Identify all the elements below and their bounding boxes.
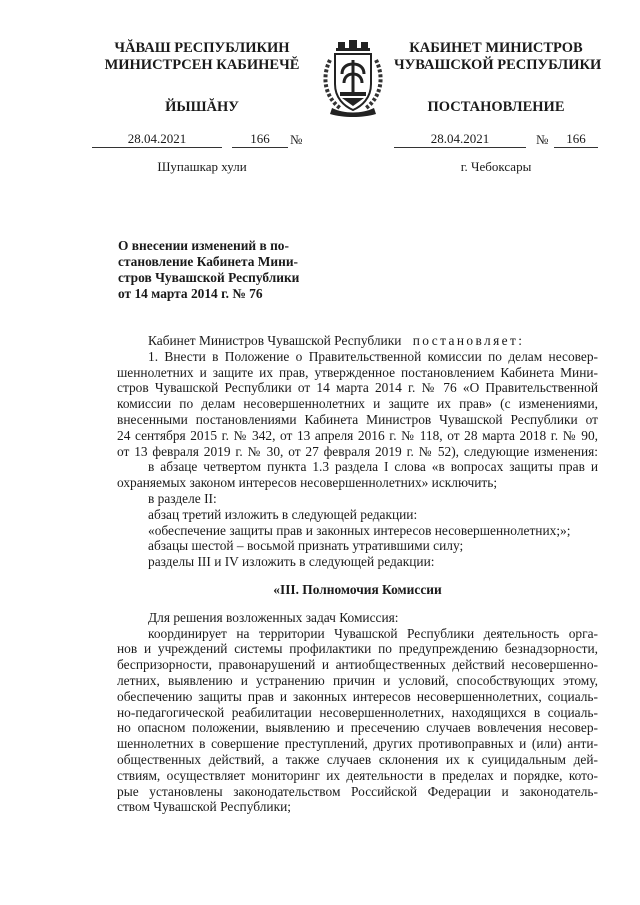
body-line: охраняемых законом интересов несовершеннолетних» исключить; (117, 475, 498, 491)
body-line: комиссии по делам несовершеннолетних и защите их прав» (с изменениями, (117, 396, 598, 412)
body-line: внесенными постановлениями Кабинета Министров Чувашской Республики от (117, 411, 598, 427)
body-line: абзацы шестой – восьмой признать утратившими силу; (148, 538, 464, 554)
header-left-line-2: МИНИСТРСЕН КАБИНЕЧĔ (104, 57, 300, 73)
body-line: ством Чувашской Республики; (117, 799, 291, 815)
right-number: 166 (554, 131, 598, 148)
header-left-authority (92, 40, 312, 74)
body-line: Для решения возложенных задач Комиссия: (148, 609, 399, 625)
header-right-line-2: ЧУВАШСКОЙ РЕСПУБЛИКИ (394, 57, 602, 73)
header-left-line-1: ЧĂВАШ РЕСПУБЛИКИН (114, 40, 290, 56)
body-line: абзац третий изложить в следующей редакции: (148, 506, 418, 522)
subject-line: стров Чувашской Республики (118, 270, 300, 285)
body-line: нов и учреждений системы профилактики по предупреждению безнадзорности, (117, 641, 598, 657)
left-number-sign: № (290, 132, 303, 147)
intro-prefix: Кабинет Министров Чувашской Республики (148, 333, 402, 348)
body-line: в абзаце четвертом пункта 1.3 раздела I слова «в вопросах защиты прав и (148, 459, 598, 475)
chuvash-coat-of-arms-icon (318, 38, 388, 118)
right-number-sign: № (536, 132, 549, 147)
body-line: в разделе II: (148, 490, 217, 506)
body-line: обеспечению защиты прав и законных интересов несовершеннолетних, социаль- (117, 688, 598, 704)
body-line: беспризорности, правонарушений и антиобщественных действий несовершенно- (117, 657, 598, 673)
document-body (117, 333, 598, 815)
header-right-doc-type: ПОСТАНОВЛЕНИЕ (427, 99, 565, 115)
left-date: 28.04.2021 (92, 131, 222, 148)
subject-line: от 14 марта 2014 г. № 76 (118, 286, 263, 301)
body-line: от 13 февраля 2019 г. № 30, от 27 февраля 2019 г. № 52), следующие изменения: (117, 443, 598, 459)
right-registration (394, 132, 598, 148)
body-line: шеннолетних и защите их прав, утвержденное постановлением Кабинета Мини- (117, 364, 598, 380)
right-date: 28.04.2021 (394, 131, 526, 148)
body-line: но опасном положении, выявлению и пресечению случаев вовлечения несовер- (117, 720, 598, 736)
intro-spaced-verb: постановляет: (412, 333, 525, 348)
header-right-authority (394, 40, 602, 74)
section-title: «III. Полномочия Комиссии (273, 581, 442, 597)
intro-paragraph (117, 333, 598, 349)
left-number: 166 (232, 131, 288, 148)
body-line: но-педагогической реабилитации несовершеннолетних, находящихся в социаль- (117, 704, 598, 720)
header-right-line-1: КАБИНЕТ МИНИСТРОВ (409, 40, 583, 56)
header-left-doc-type: ЙЫШĂНУ (165, 99, 239, 115)
body-line: рые установлены законодательством Российской Федерации и законодатель- (117, 783, 598, 799)
document-subject (118, 238, 314, 302)
subject-line: О внесении изменений в по- (118, 238, 289, 253)
right-place: г. Чебоксары (460, 159, 532, 174)
body-line: разделы III и IV изложить в следующей редакции: (148, 554, 435, 570)
body-line: летних, выявлению и устранению причин и условий, способствующих этому, (117, 672, 598, 688)
body-line: «обеспечение защиты прав и законных интересов несовершеннолетних;»; (148, 522, 571, 538)
body-line: общественных действий, а также случаев склонения их к суицидальным дей- (117, 751, 598, 767)
body-line: ствиям, осуществляет мониторинг их деятельности в пределах и порядке, кото- (117, 767, 598, 783)
body-line: 24 сентября 2015 г. № 342, от 13 апреля 2016 г. № 118, от 28 марта 2018 г. № 90, (117, 427, 598, 443)
left-registration (92, 132, 312, 148)
body-line: координирует на территории Чувашской Республики деятельность орга- (148, 625, 598, 641)
subject-line: становление Кабинета Мини- (118, 254, 299, 269)
body-line: 1. Внести в Положение о Правительственной комиссии по делам несовер- (148, 348, 598, 364)
left-place: Шупашкар хули (157, 159, 247, 174)
body-line: стров Чувашской Республики от 14 марта 2014 г. № 76 «О Правительственной (117, 380, 598, 396)
body-line: шеннолетних в совершение преступлений, других противоправных и (или) анти- (117, 736, 598, 752)
